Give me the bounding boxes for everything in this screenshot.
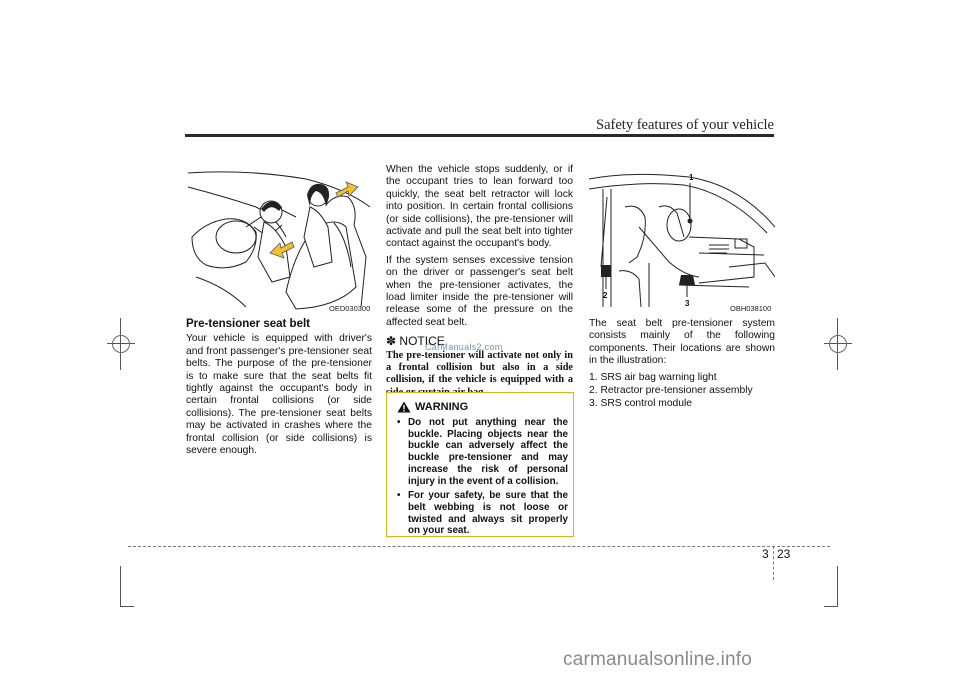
warning-box (386, 392, 574, 537)
component-item: 3. SRS control module (589, 398, 693, 410)
right-column (589, 318, 775, 412)
page-number: 23 (777, 547, 791, 561)
middle-column (386, 164, 573, 399)
warning-item: • For your safety, be sure that the belt webbing is not loose or twisted and always sit properly on your seat. (397, 490, 568, 537)
section-title: Safety features of your vehicle (596, 117, 774, 133)
crop-mark (120, 566, 121, 606)
callout-2: 2 (603, 291, 608, 300)
body-paragraph: If the system senses excessive tension on the driver or passenger's seat belt when the pre-tensioner activates, the load limiter inside the pre-tensioner will release some of the pressure on the affected seat belt. (386, 254, 573, 328)
figure-code: OBH038100 (730, 304, 772, 313)
occupants-illustration (186, 167, 372, 312)
callout-1: 1 (689, 173, 694, 182)
registration-circle (112, 335, 130, 353)
header-rule (185, 134, 774, 137)
notice-text: The pre-tensioner will activate not only in a frontal collision but also in a side collision, if the vehicle is equipped with a (386, 349, 573, 386)
notice-title: NOTICE (399, 334, 445, 349)
registration-circle (829, 335, 847, 353)
chapter-number: 3 (762, 547, 769, 561)
footer-dashed-rule (128, 546, 830, 547)
figure-pretensioner-components (589, 167, 775, 312)
warning-title: WARNING (415, 401, 469, 413)
crop-mark (824, 606, 838, 607)
vehicle-cutaway-illustration (589, 167, 775, 312)
crop-mark (837, 566, 838, 606)
figure-pretensioner-occupants (186, 167, 372, 312)
body-paragraph: Your vehicle is equipped with driver's and front passenger's pre-tensioner seat belts. The purpose of the pre-tensioner is to make sure that the seat belts fit tightly against the occupant's body in certain frontal collisions (or side collisions). The pre-tensioner seat belts may be activated in crashes where the frontal collision (or side collisions) is severe enough. (186, 333, 372, 457)
warning-item-text: For your safety, be sure that the belt webbing is not loose or twisted and always sit properly on your seat. (408, 490, 568, 537)
warning-list (396, 417, 568, 540)
section-heading: Pre-tensioner seat belt (186, 318, 310, 330)
warning-heading (397, 401, 468, 413)
notice-icon: ✽ (386, 334, 397, 349)
site-watermark: carmanualsonline.info (563, 649, 753, 670)
left-column (186, 318, 372, 461)
figure-code: OED030300 (329, 304, 371, 313)
warning-triangle-icon (397, 401, 411, 413)
crop-mark (120, 606, 134, 607)
warning-item-text: Do not put anything near the buckle. Placing objects near the buckle can adversely affect the buckle pre-tensioner and may increase the risk of personal injury in the event of a collision. (408, 417, 568, 487)
callout-3: 3 (685, 299, 690, 308)
component-item: 1. SRS air bag warning light (589, 371, 717, 383)
body-paragraph: The seat belt pre-tensioner system consists mainly of the following components. Their locations are shown in the illustration: (589, 318, 775, 367)
footer-vertical-dash (773, 546, 774, 580)
body-paragraph: When the vehicle stops suddenly, or if the occupant tries to lean forward too quickly, the seat belt retractor will lock into position. In certain frontal collisions (or side collisions), the pre-tensioner will activate and pull the seat belt into tighter contact against the occupant's body. (386, 164, 573, 250)
component-item: 2. Retractor pre-tensioner assembly (589, 385, 753, 397)
notice-watermark: CarManuals2.com (425, 342, 503, 352)
warning-item: • Do not put anything near the buckle. Placing objects near the buckle can adversely affect the buckle pre-tensioner and may increase the risk of personal injury in the event of a collision. (397, 417, 568, 487)
